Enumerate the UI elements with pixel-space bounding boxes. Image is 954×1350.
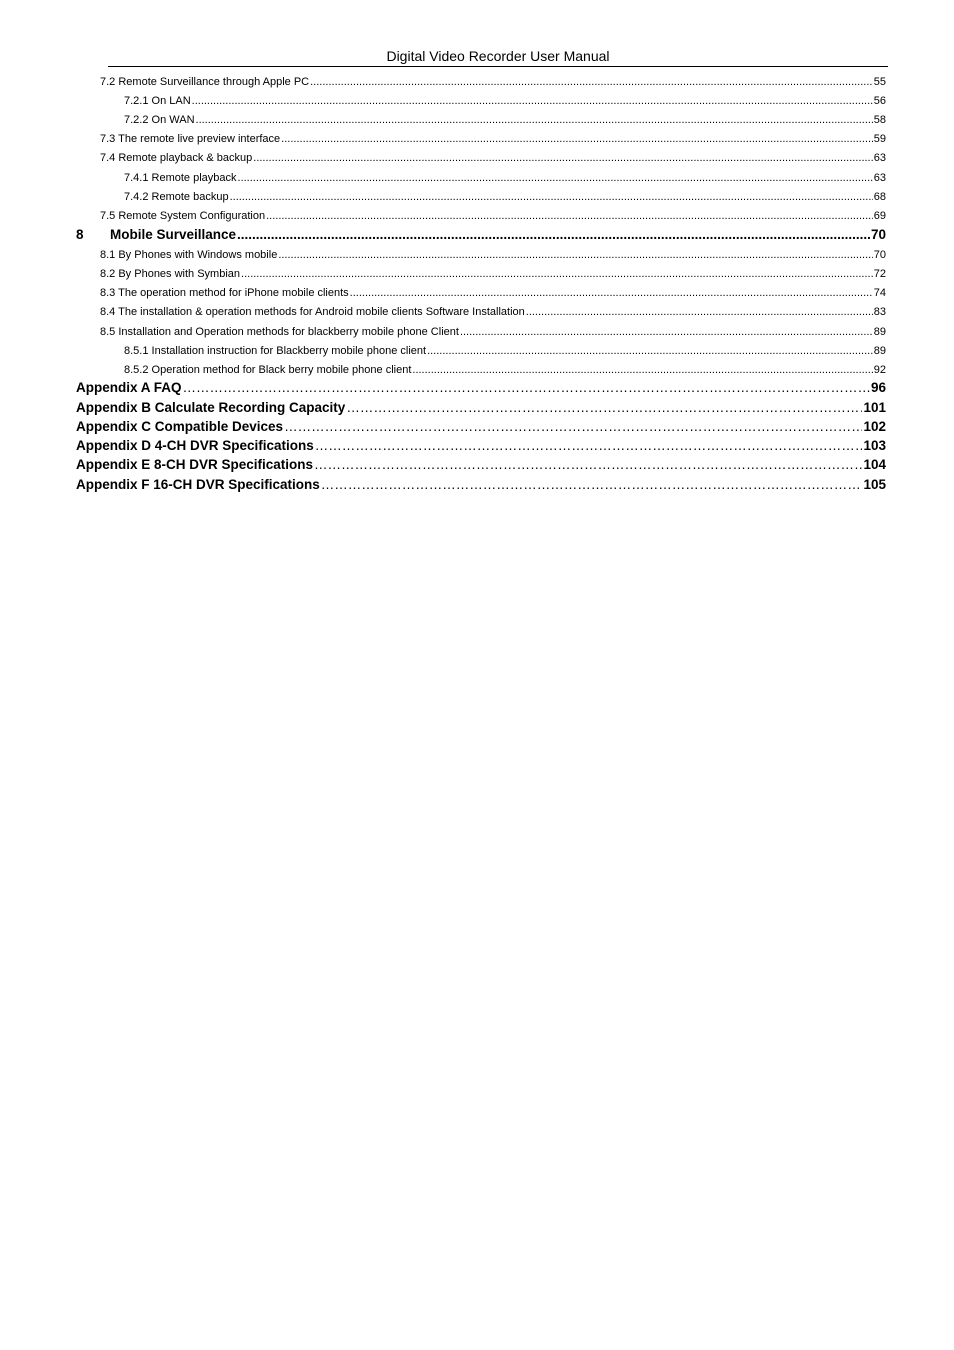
dot-leader — [346, 399, 862, 416]
dot-leader — [266, 209, 873, 223]
toc-entry-label: Mobile Surveillance — [110, 227, 237, 242]
dot-leader — [310, 75, 873, 89]
toc-page-number: 72 — [873, 268, 886, 280]
dot-leader — [321, 476, 863, 493]
toc-entry-7-3[interactable] — [100, 132, 886, 146]
toc-entry-8-1[interactable] — [100, 248, 886, 262]
toc-page-number: 58 — [873, 114, 886, 126]
toc-entry-label: 8.5.1 Installation instruction for Blackberry mobile phone client — [124, 345, 427, 357]
toc-page-number: 63 — [873, 172, 886, 184]
toc-entry-appendix-c[interactable] — [76, 418, 886, 435]
toc-entry-label: Appendix B Calculate Recording Capacity — [76, 400, 346, 415]
dot-leader — [230, 190, 873, 204]
toc-page-number: 105 — [863, 477, 886, 492]
toc-page-number: 68 — [873, 191, 886, 203]
dot-leader — [241, 267, 873, 281]
toc-page-number: 92 — [873, 364, 886, 376]
toc-entry-label: 8.2 By Phones with Symbian — [100, 268, 241, 280]
toc-entry-label: 8.5.2 Operation method for Black berry mobile phone client — [124, 364, 412, 376]
toc-entry-label: 8.3 The operation method for iPhone mobile clients — [100, 287, 349, 299]
toc-entry-7-5[interactable] — [100, 209, 886, 223]
header-rule — [108, 66, 888, 67]
toc-entry-label: 7.3 The remote live preview interface — [100, 133, 281, 145]
toc-page-number: 55 — [873, 76, 886, 88]
toc-entry-label: 7.5 Remote System Configuration — [100, 210, 266, 222]
toc-page-number: 96 — [870, 380, 886, 395]
toc-entry-label: 7.2.1 On LAN — [124, 95, 191, 107]
dot-leader — [253, 151, 872, 165]
dot-leader — [284, 418, 862, 435]
toc-page-number: 69 — [873, 210, 886, 222]
toc-entry-label: 7.4 Remote playback & backup — [100, 152, 253, 164]
toc-page-number: 101 — [863, 400, 886, 415]
toc-entry-label: Appendix E 8-CH DVR Specifications — [76, 457, 314, 472]
dot-leader — [460, 325, 873, 339]
toc-entry-appendix-b[interactable] — [76, 399, 886, 416]
toc-page-number: 74 — [873, 287, 886, 299]
toc-entry-label: 7.2 Remote Surveillance through Apple PC — [100, 76, 310, 88]
toc-page-number: 70 — [870, 227, 886, 242]
toc-page-number: 59 — [873, 133, 886, 145]
toc-entry-label: Appendix F 16-CH DVR Specifications — [76, 477, 320, 492]
dot-leader — [526, 305, 873, 319]
toc-entry-label: 7.2.2 On WAN — [124, 114, 195, 126]
toc-page-number: 56 — [873, 95, 886, 107]
toc-entry-8-4[interactable] — [100, 305, 886, 319]
toc-entry-label: 7.4.1 Remote playback — [124, 172, 237, 184]
dot-leader — [238, 171, 873, 185]
toc-entry-7-2-2[interactable] — [124, 113, 886, 127]
dot-leader — [350, 286, 873, 300]
page-header-title: Digital Video Recorder User Manual — [386, 48, 610, 64]
toc-entry-appendix-a[interactable] — [76, 379, 886, 396]
toc-page-number: 70 — [873, 249, 886, 261]
toc-page-number: 63 — [873, 152, 886, 164]
dot-leader — [315, 437, 863, 454]
toc-entry-7-2[interactable] — [100, 75, 886, 89]
toc-entry-label: 8.5 Installation and Operation methods for blackberry mobile phone Client — [100, 326, 459, 338]
dot-leader — [237, 226, 870, 243]
toc-page-number: 89 — [873, 345, 886, 357]
toc-entry-label: Appendix D 4-CH DVR Specifications — [76, 438, 314, 453]
toc-entry-appendix-f[interactable] — [76, 476, 886, 493]
dot-leader — [281, 132, 873, 146]
toc-entry-label: 8.4 The installation & operation methods for Android mobile clients Software Installation — [100, 306, 525, 318]
dot-leader — [196, 113, 873, 127]
toc-entry-8-5-1[interactable] — [124, 344, 886, 358]
toc-entry-7-4-1[interactable] — [124, 171, 886, 185]
toc-entry-8-2[interactable] — [100, 267, 886, 281]
toc-entry-8-5-2[interactable] — [124, 363, 886, 377]
toc-entry-7-4[interactable] — [100, 151, 886, 165]
dot-leader — [314, 456, 862, 473]
toc-entry-7-2-1[interactable] — [124, 94, 886, 108]
toc-page-number: 89 — [873, 326, 886, 338]
toc-page-number: 102 — [863, 419, 886, 434]
toc-entry-8-3[interactable] — [100, 286, 886, 300]
dot-leader — [183, 379, 870, 396]
toc-entry-label: Appendix C Compatible Devices — [76, 419, 284, 434]
toc-page-number: 103 — [863, 438, 886, 453]
toc-entry-label: 7.4.2 Remote backup — [124, 191, 229, 203]
toc-entry-appendix-e[interactable] — [76, 456, 886, 473]
dot-leader — [278, 248, 872, 262]
toc-entry-8-5[interactable] — [100, 325, 886, 339]
toc-entry-chapter-8[interactable] — [76, 226, 886, 243]
dot-leader — [192, 94, 873, 108]
dot-leader — [412, 363, 872, 377]
toc-entry-label: Appendix A FAQ — [76, 380, 182, 395]
chapter-number: 8 — [76, 227, 84, 242]
toc-entry-appendix-d[interactable] — [76, 437, 886, 454]
toc-page-number: 104 — [863, 457, 886, 472]
toc-entry-7-4-2[interactable] — [124, 190, 886, 204]
dot-leader — [427, 344, 873, 358]
toc-page-number: 83 — [873, 306, 886, 318]
toc-entry-label: 8.1 By Phones with Windows mobile — [100, 249, 278, 261]
